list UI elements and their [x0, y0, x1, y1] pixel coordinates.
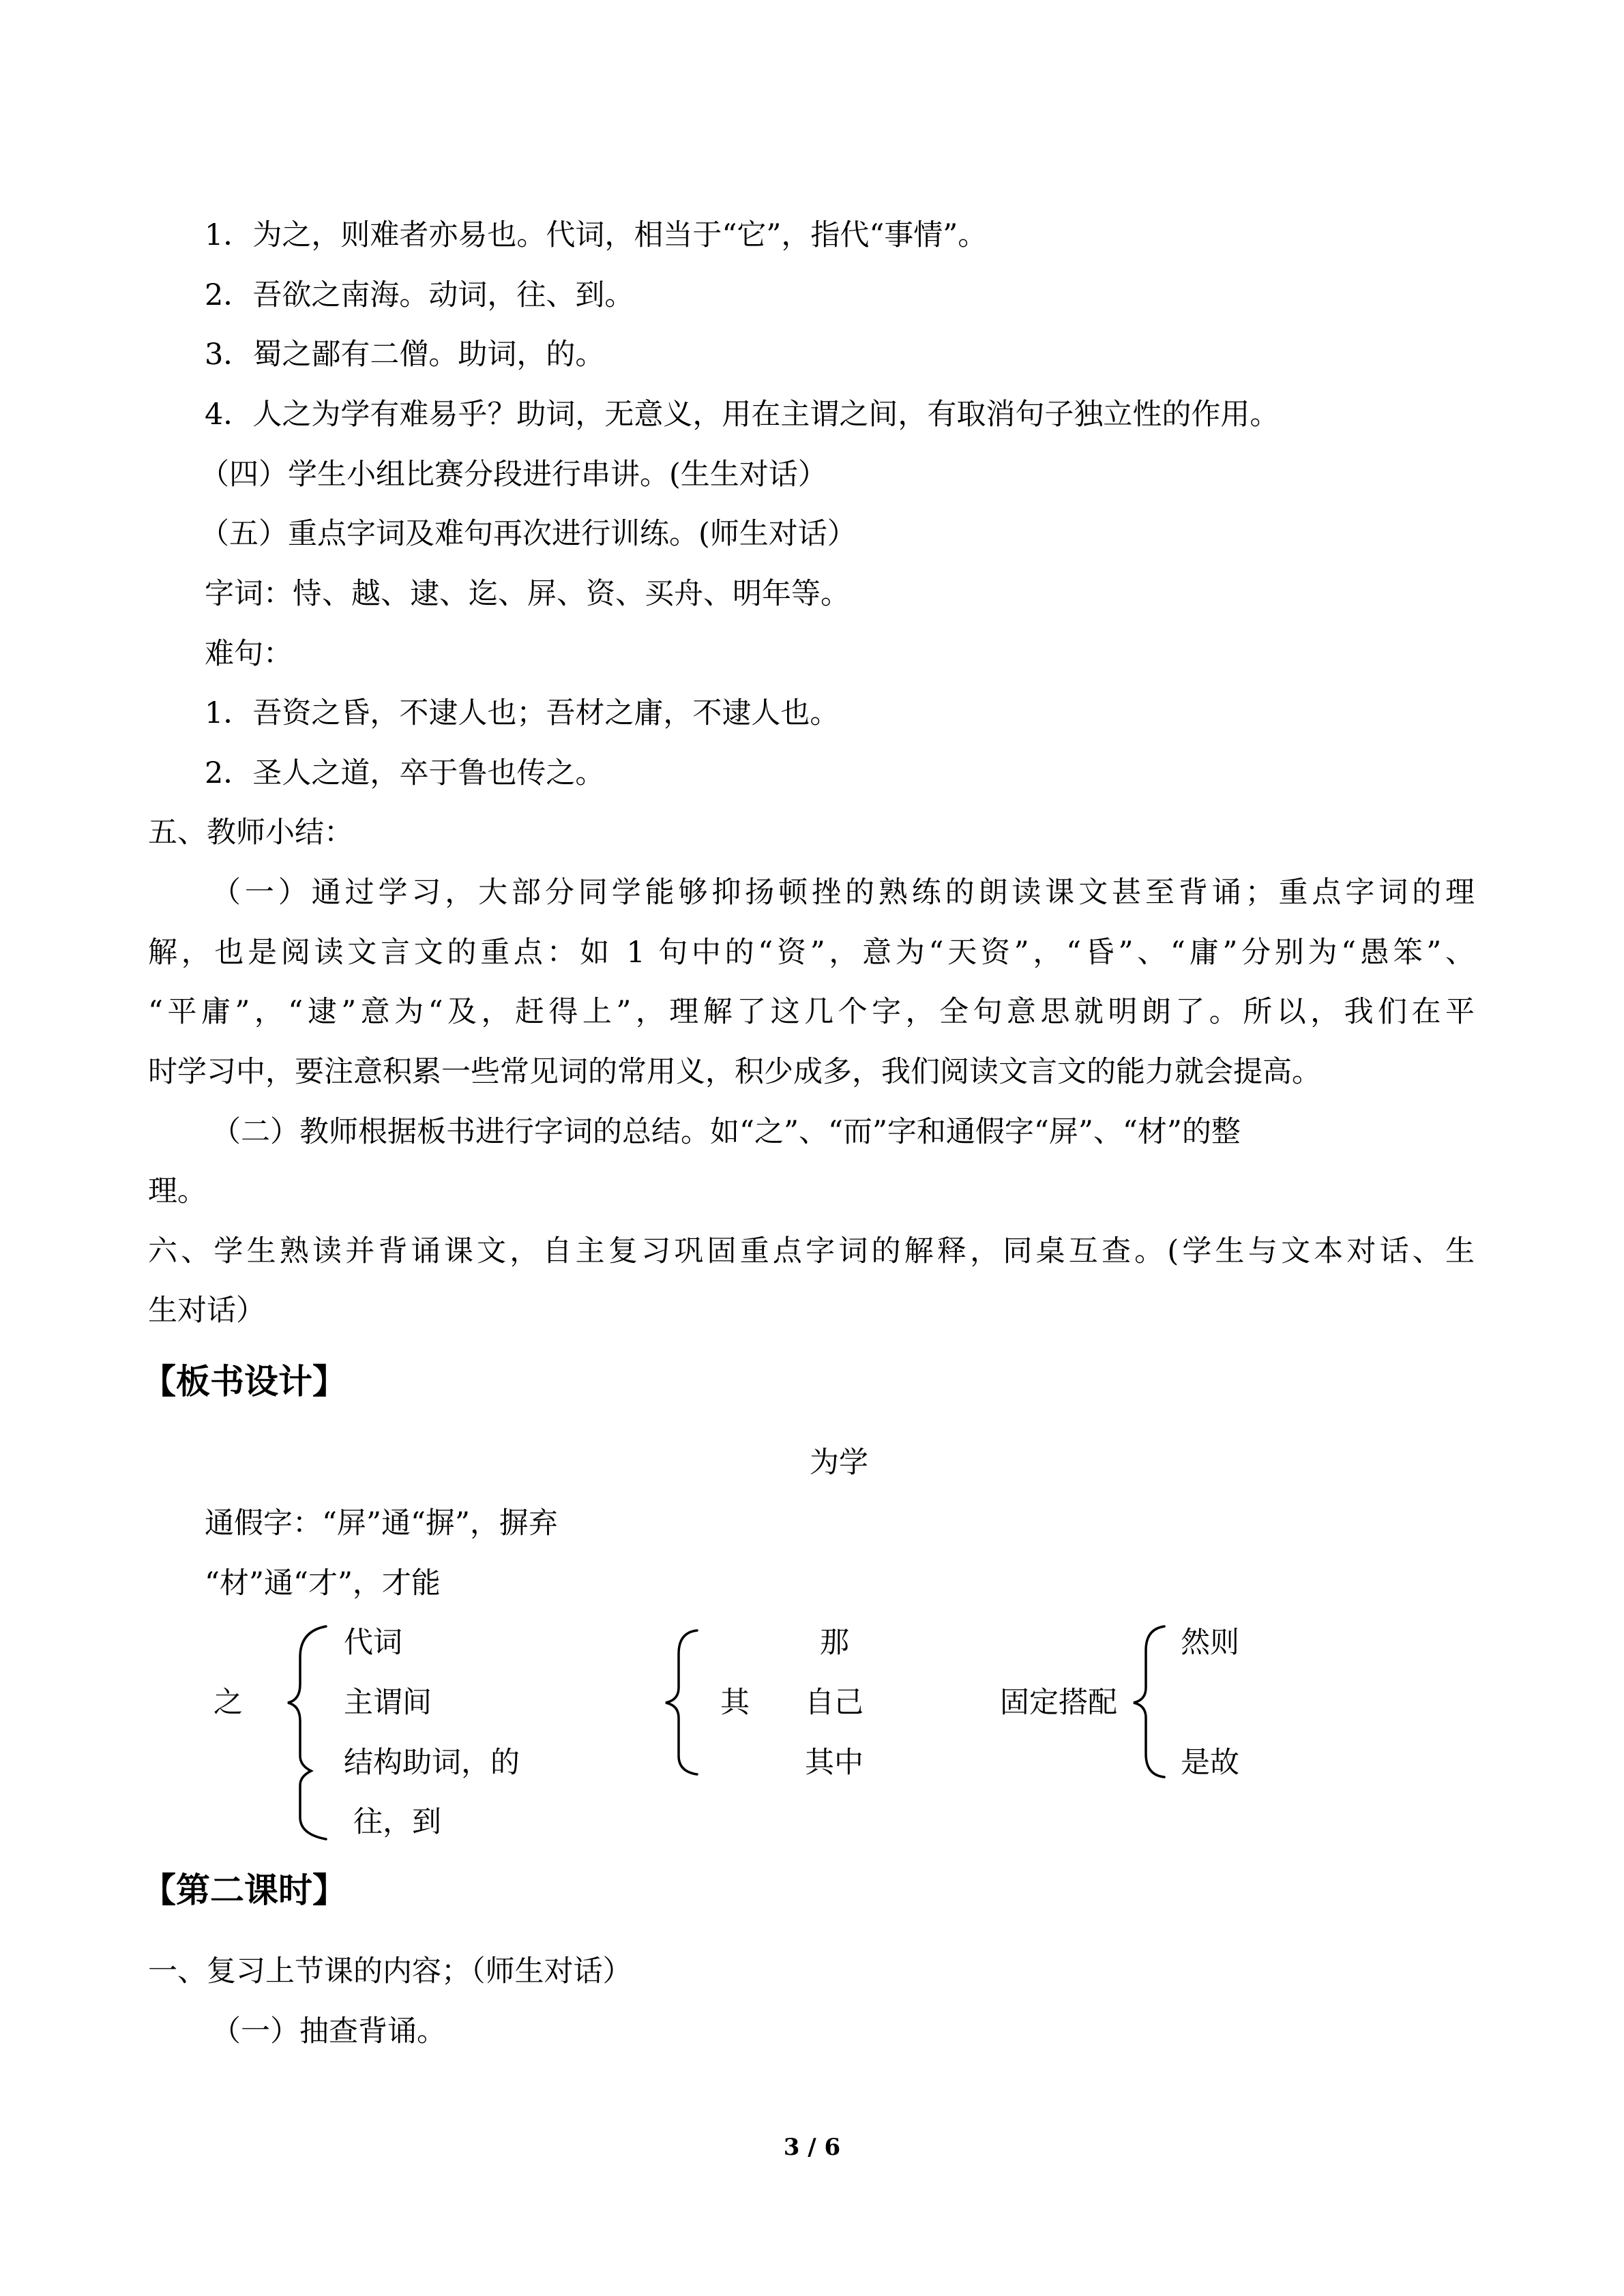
text-line: 2．圣人之道，卒于鲁也传之。	[205, 756, 605, 790]
paragraph-line: “平庸”，“逮”意为“及，赶得上”，理解了这几个字，全句意思就明朗了。所以，我们在平	[148, 995, 1475, 1029]
second-lesson-line: （一）抽查背诵。	[211, 2014, 446, 2048]
zhi-item: 代词	[344, 1626, 402, 1660]
text-line: （五）重点字词及难句再次进行训练。(师生对话）	[200, 517, 857, 551]
paragraph-line: 生对话）	[148, 1294, 265, 1328]
fixed-collocation-brace	[1134, 1626, 1164, 1777]
qi-item: 其中	[805, 1746, 863, 1780]
paragraph-line: 时学习中，要注意积累一些常见词的常用义，积少成多，我们阅读文言文的能力就会提高。	[148, 1055, 1321, 1089]
paragraph-line: 六、学生熟读并背诵课文，自主复习巩固重点字词的解释，同桌互查。(学生与文本对话、生	[148, 1234, 1475, 1268]
zhi-item: 主谓间	[344, 1686, 432, 1720]
qi-item: 那	[820, 1626, 849, 1660]
zhi-item: 往，到	[353, 1805, 441, 1839]
zhi-item: 结构助词，的	[344, 1746, 520, 1780]
second-lesson-heading: 【第二课时】	[142, 1870, 346, 1910]
text-line: 1．吾资之昏，不逮人也；吾材之庸，不逮人也。	[205, 696, 840, 730]
text-line: 字词：恃、越、逮、迄、屏、资、买舟、明年等。	[205, 577, 850, 611]
fixed-collocation-label: 固定搭配	[1000, 1686, 1117, 1720]
page-number: 3 / 6	[783, 2134, 841, 2161]
text-line: 3．蜀之鄙有二僧。助词，的。	[205, 338, 605, 372]
zhi-char: 之	[213, 1686, 243, 1720]
second-lesson-line: 一、复习上节课的内容；（师生对话）	[148, 1954, 632, 1988]
paragraph-line: （一）通过学习，大部分同学能够抑扬顿挫的熟练的朗读课文甚至背诵；重点字词的理	[211, 876, 1475, 910]
fixed-collocation-item: 是故	[1181, 1746, 1239, 1780]
zhi-brace	[288, 1626, 326, 1839]
board-title: 为学	[810, 1446, 868, 1480]
text-line: 2．吾欲之南海。动词，往、到。	[205, 278, 634, 312]
paragraph-line: 解，也是阅读文言文的重点：如 1 句中的“资”，意为“天资”，“昏”、“庸”分别为“愚笨”、	[148, 936, 1475, 970]
section-heading: 五、教师小结：	[148, 816, 353, 850]
board-design-heading: 【板书设计】	[142, 1361, 346, 1401]
qi-brace	[666, 1630, 697, 1774]
text-line: 1．为之，则难者亦易也。代词，相当于“它”，指代“事情”。	[205, 218, 988, 252]
paragraph-line: 理。	[148, 1174, 207, 1208]
tongjia-line: “材”通“才”，才能	[205, 1566, 441, 1600]
qi-item: 自己	[805, 1686, 863, 1720]
tongjia-line: 通假字：“屏”通“摒”，摒弃	[205, 1506, 558, 1540]
paragraph-line: （二）教师根据板书进行字词的总结。如“之”、“而”字和通假字“屏”、“材”的整	[211, 1115, 1241, 1149]
qi-char: 其	[720, 1686, 750, 1720]
text-line: 难句：	[205, 637, 293, 671]
text-line: 4．人之为学有难易乎？助词，无意义，用在主谓之间，有取消句子独立性的作用。	[205, 398, 1280, 432]
text-line: （四）学生小组比赛分段进行串讲。(生生对话）	[200, 458, 827, 492]
fixed-collocation-item: 然则	[1181, 1626, 1239, 1660]
